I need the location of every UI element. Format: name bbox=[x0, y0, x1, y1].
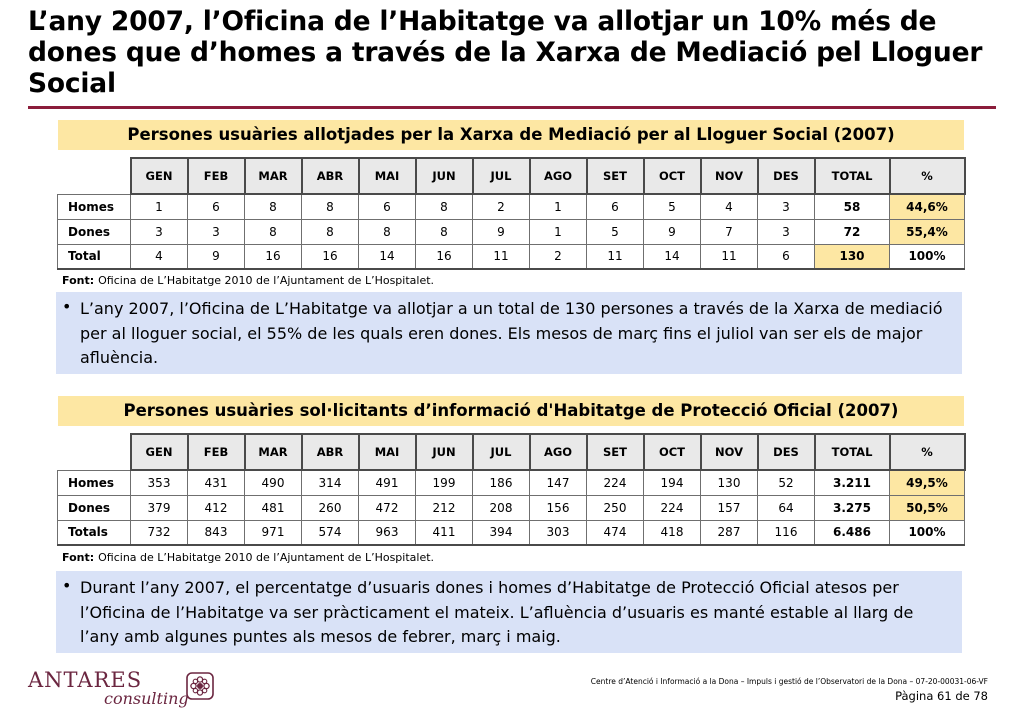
table-row bbox=[58, 520, 965, 545]
table-cell: 9 bbox=[188, 244, 245, 269]
table-row bbox=[58, 244, 965, 269]
source-text: Oficina de L’Habitatge 2010 de l’Ajuntament de L’Hospitalet. bbox=[98, 274, 435, 287]
row-label: Total bbox=[58, 244, 131, 269]
total-cell: 130 bbox=[815, 244, 890, 269]
table-cell: 14 bbox=[644, 244, 701, 269]
table-cell: 1 bbox=[530, 194, 587, 219]
column-header: MAI bbox=[359, 158, 416, 194]
column-header: AGO bbox=[530, 434, 587, 470]
table-cell: 8 bbox=[302, 194, 359, 219]
table-cell: 379 bbox=[131, 495, 188, 520]
table-cell: 9 bbox=[644, 219, 701, 244]
table-cell: 4 bbox=[701, 194, 758, 219]
header-row bbox=[58, 158, 965, 194]
column-header: FEB bbox=[188, 434, 245, 470]
logo-word: ANTARES bbox=[28, 668, 143, 692]
title-divider bbox=[28, 106, 996, 109]
source-label: Font: bbox=[62, 274, 95, 287]
table-cell: 194 bbox=[644, 470, 701, 495]
row-label: Homes bbox=[58, 194, 131, 219]
table-cell: 250 bbox=[587, 495, 644, 520]
table-cell: 303 bbox=[530, 520, 587, 545]
bullet-icon: • bbox=[62, 576, 72, 595]
bullet-note-1 bbox=[56, 292, 962, 374]
column-header: SET bbox=[587, 434, 644, 470]
column-header: % bbox=[890, 158, 965, 194]
table-cell: 64 bbox=[758, 495, 815, 520]
table-cell: 11 bbox=[473, 244, 530, 269]
table-cell: 353 bbox=[131, 470, 188, 495]
source-label: Font: bbox=[62, 551, 95, 564]
percent-cell: 55,4% bbox=[890, 219, 965, 244]
table-cell: 3 bbox=[758, 194, 815, 219]
table-cell: 412 bbox=[188, 495, 245, 520]
corner-cell bbox=[58, 434, 131, 470]
header-row bbox=[58, 434, 965, 470]
table-cell: 8 bbox=[302, 219, 359, 244]
table-cell: 418 bbox=[644, 520, 701, 545]
column-header: ABR bbox=[302, 434, 359, 470]
bullet-text: Durant l’any 2007, el percentatge d’usuaris dones i homes d’Habitatge de Protecció Oficial atesos per l’Oficina de l’Habitatge va ser pràcticament el mateix. L’afluència d’usuaris es manté estable al llarg de l’any amb algunes puntes als mesos de febrer, març i maig. bbox=[80, 578, 914, 646]
column-header: TOTAL bbox=[815, 434, 890, 470]
table-cell: 6 bbox=[587, 194, 644, 219]
table-cell: 732 bbox=[131, 520, 188, 545]
table-cell: 7 bbox=[701, 219, 758, 244]
table-cell: 147 bbox=[530, 470, 587, 495]
table-cell: 186 bbox=[473, 470, 530, 495]
bullet-icon: • bbox=[62, 297, 72, 316]
table-cell: 16 bbox=[416, 244, 473, 269]
column-header: NOV bbox=[701, 158, 758, 194]
table-row bbox=[58, 470, 965, 495]
table-cell: 212 bbox=[416, 495, 473, 520]
table-cell: 11 bbox=[587, 244, 644, 269]
table-row bbox=[58, 194, 965, 219]
antares-logo bbox=[28, 668, 218, 708]
page-number: Pàgina 61 de 78 bbox=[895, 689, 988, 703]
table2-source bbox=[62, 551, 434, 565]
row-label: Totals bbox=[58, 520, 131, 545]
total-cell: 3.275 bbox=[815, 495, 890, 520]
table-cell: 3 bbox=[131, 219, 188, 244]
table-cell: 1 bbox=[530, 219, 587, 244]
table-cell: 6 bbox=[359, 194, 416, 219]
column-header: DES bbox=[758, 434, 815, 470]
table-cell: 16 bbox=[302, 244, 359, 269]
column-header: NOV bbox=[701, 434, 758, 470]
table-cell: 2 bbox=[530, 244, 587, 269]
table-cell: 208 bbox=[473, 495, 530, 520]
column-header: JUL bbox=[473, 158, 530, 194]
table-cell: 431 bbox=[188, 470, 245, 495]
total-cell: 58 bbox=[815, 194, 890, 219]
table-cell: 9 bbox=[473, 219, 530, 244]
table-cell: 8 bbox=[416, 219, 473, 244]
table-cell: 199 bbox=[416, 470, 473, 495]
column-header: MAI bbox=[359, 434, 416, 470]
flower-logo-icon bbox=[186, 672, 214, 700]
vpo-requests-table bbox=[57, 433, 966, 546]
table-cell: 4 bbox=[131, 244, 188, 269]
footer-project: Centre d’Atenció i Informació a la Dona – Impuls i gestió de l’Observatori de la Dona – 07-20-00031-06-VF bbox=[590, 677, 988, 686]
total-cell: 3.211 bbox=[815, 470, 890, 495]
table-cell: 8 bbox=[245, 219, 302, 244]
corner-cell bbox=[58, 158, 131, 194]
table-cell: 116 bbox=[758, 520, 815, 545]
table1-source bbox=[62, 274, 434, 288]
table-cell: 574 bbox=[302, 520, 359, 545]
column-header: TOTAL bbox=[815, 158, 890, 194]
table-cell: 156 bbox=[530, 495, 587, 520]
table-cell: 224 bbox=[587, 470, 644, 495]
table-cell: 490 bbox=[245, 470, 302, 495]
table-cell: 16 bbox=[245, 244, 302, 269]
bullet-text: L’any 2007, l’Oficina de L’Habitatge va allotjar a un total de 130 persones a través de la Xarxa de mediació per al lloguer social, el 55% de les quals eren dones. Els mesos de març fins el juliol van ser els de major afluència. bbox=[80, 299, 943, 367]
source-text: Oficina de L’Habitatge 2010 de l’Ajuntament de L’Hospitalet. bbox=[98, 551, 435, 564]
row-label: Dones bbox=[58, 219, 131, 244]
percent-cell: 100% bbox=[890, 520, 965, 545]
column-header: MAR bbox=[245, 434, 302, 470]
table-cell: 971 bbox=[245, 520, 302, 545]
table-cell: 6 bbox=[188, 194, 245, 219]
bullet-note-2 bbox=[56, 571, 962, 653]
table-row bbox=[58, 495, 965, 520]
table-cell: 224 bbox=[644, 495, 701, 520]
percent-cell: 44,6% bbox=[890, 194, 965, 219]
table-cell: 2 bbox=[473, 194, 530, 219]
percent-cell: 50,5% bbox=[890, 495, 965, 520]
table-cell: 472 bbox=[359, 495, 416, 520]
table-cell: 3 bbox=[188, 219, 245, 244]
table-cell: 287 bbox=[701, 520, 758, 545]
table-cell: 8 bbox=[245, 194, 302, 219]
table-cell: 8 bbox=[359, 219, 416, 244]
table-cell: 5 bbox=[644, 194, 701, 219]
table-cell: 11 bbox=[701, 244, 758, 269]
table1-heading: Persones usuàries allotjades per la Xarxa de Mediació per al Lloguer Social (2007) bbox=[58, 120, 964, 150]
column-header: MAR bbox=[245, 158, 302, 194]
logo-sub: consulting bbox=[104, 689, 189, 708]
table-cell: 411 bbox=[416, 520, 473, 545]
total-cell: 6.486 bbox=[815, 520, 890, 545]
table-cell: 314 bbox=[302, 470, 359, 495]
table-cell: 1 bbox=[131, 194, 188, 219]
column-header: % bbox=[890, 434, 965, 470]
table-cell: 491 bbox=[359, 470, 416, 495]
table-cell: 157 bbox=[701, 495, 758, 520]
table2-heading: Persones usuàries sol·licitants d’informació d'Habitatge de Protecció Oficial (2007) bbox=[58, 396, 964, 426]
percent-cell: 49,5% bbox=[890, 470, 965, 495]
column-header: JUN bbox=[416, 434, 473, 470]
column-header: AGO bbox=[530, 158, 587, 194]
column-header: JUN bbox=[416, 158, 473, 194]
table-cell: 14 bbox=[359, 244, 416, 269]
column-header: DES bbox=[758, 158, 815, 194]
table-cell: 3 bbox=[758, 219, 815, 244]
table-row bbox=[58, 219, 965, 244]
column-header: FEB bbox=[188, 158, 245, 194]
column-header: JUL bbox=[473, 434, 530, 470]
column-header: OCT bbox=[644, 434, 701, 470]
table-cell: 130 bbox=[701, 470, 758, 495]
table-cell: 481 bbox=[245, 495, 302, 520]
table-cell: 5 bbox=[587, 219, 644, 244]
page-title: L’any 2007, l’Oficina de l’Habitatge va allotjar un 10% més de dones que d’homes a través de la Xarxa de Mediació pel Lloguer Social bbox=[28, 6, 983, 99]
percent-cell: 100% bbox=[890, 244, 965, 269]
table-cell: 52 bbox=[758, 470, 815, 495]
table-cell: 394 bbox=[473, 520, 530, 545]
column-header: GEN bbox=[131, 158, 188, 194]
column-header: SET bbox=[587, 158, 644, 194]
total-cell: 72 bbox=[815, 219, 890, 244]
column-header: GEN bbox=[131, 434, 188, 470]
table-cell: 963 bbox=[359, 520, 416, 545]
table-cell: 6 bbox=[758, 244, 815, 269]
column-header: ABR bbox=[302, 158, 359, 194]
table-cell: 260 bbox=[302, 495, 359, 520]
row-label: Dones bbox=[58, 495, 131, 520]
row-label: Homes bbox=[58, 470, 131, 495]
column-header: OCT bbox=[644, 158, 701, 194]
table-cell: 843 bbox=[188, 520, 245, 545]
housed-users-table bbox=[57, 157, 966, 270]
table-cell: 8 bbox=[416, 194, 473, 219]
table-cell: 474 bbox=[587, 520, 644, 545]
